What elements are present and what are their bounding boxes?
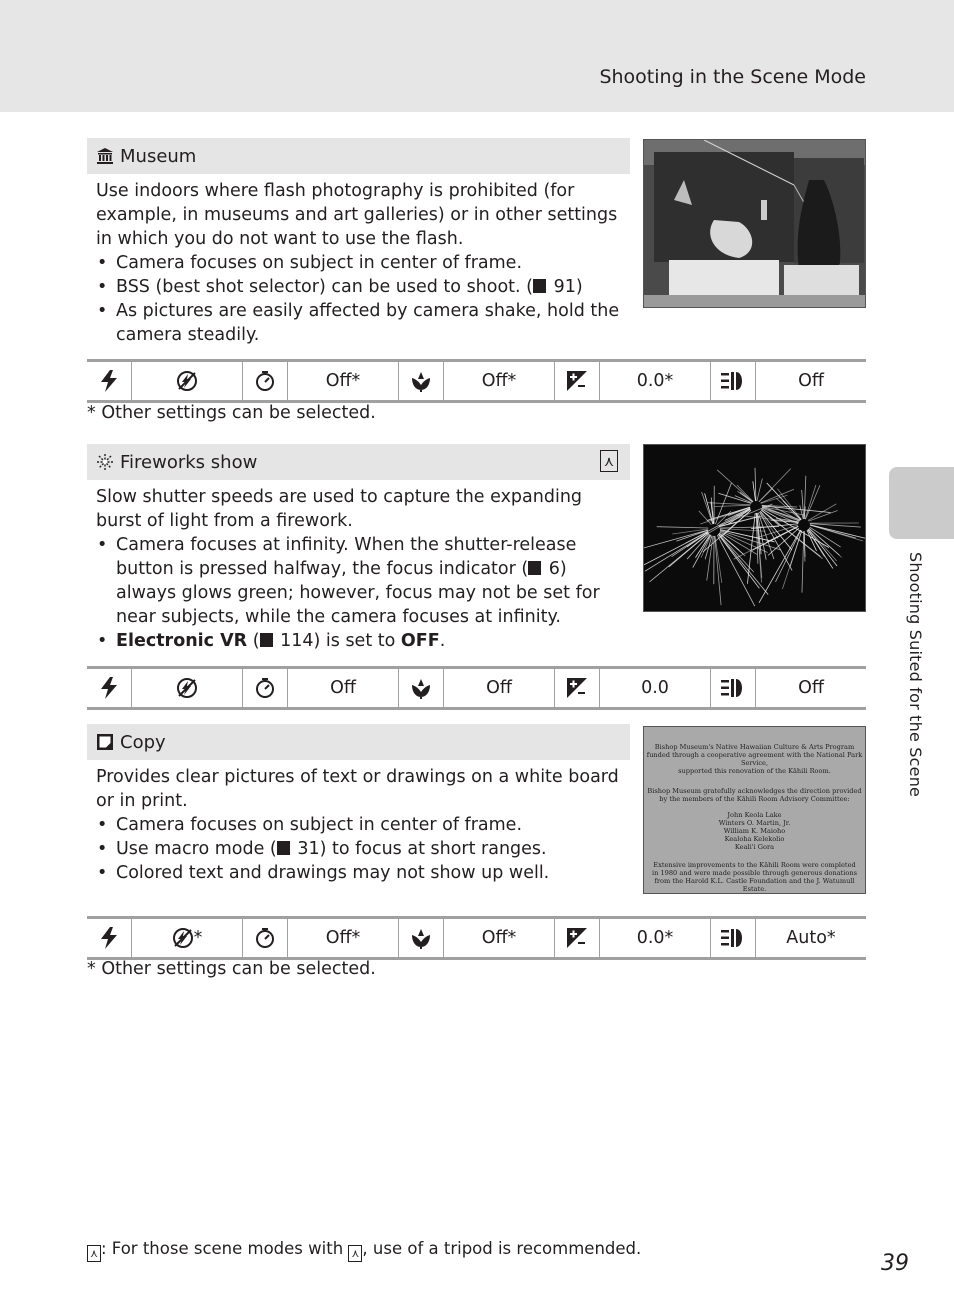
photo-text-line: in 1980 and were made possible through generous donations [652, 869, 857, 877]
photo-text-line: by the members of the Kāhili Room Advisory Committee: [659, 795, 850, 803]
flash-value [132, 362, 243, 400]
exposure-value: 0.0* [600, 362, 711, 400]
exposure-compensation-icon [555, 669, 600, 707]
flash-value [132, 669, 243, 707]
page-reference-icon [277, 841, 290, 855]
fireworks-intro: Slow shutter speeds are used to capture the expanding burst of light from a firework. [96, 487, 583, 531]
list-item: • BSS (best shot selector) can be used to shoot. ( 91) [116, 275, 621, 299]
tripod-icon: ⋏ [87, 1245, 101, 1262]
museum-section [87, 138, 630, 347]
copy-footnote: * Other settings can be selected. [87, 959, 376, 979]
vr-value: Auto* [786, 928, 836, 948]
photo-text-line: William K. Maioho [723, 827, 786, 835]
fireworks-heading [87, 444, 630, 480]
fireworks-photo [643, 444, 866, 612]
list-item: • Camera focuses on subject in center of frame. [116, 251, 621, 275]
photo-text-line: John Keola Lake [727, 811, 782, 819]
macro-icon [399, 669, 444, 707]
flash-mode-icon [87, 919, 132, 957]
page-reference-icon [533, 279, 546, 293]
copy-title: Copy [120, 731, 166, 753]
museum-intro: Use indoors where flash photography is prohibited (for example, in museums and art galleries) or in other settings in which you do not want to use the flash. [96, 181, 618, 249]
tripod-footnote: ⋏ : For those scene modes with ⋏ , use of a tripod is recommended. [87, 1239, 641, 1262]
photo-text-line: Keali'i Gora [734, 843, 775, 851]
side-tab [889, 467, 954, 539]
self-timer-icon [243, 669, 288, 707]
copy-intro: Provides clear pictures of text or drawings on a white board or in print. [96, 767, 619, 811]
self-timer-value: Off [288, 669, 399, 707]
photo-text-line: Kealoha Kelekolio [724, 835, 785, 843]
list-item: • Camera focuses at infinity. When the shutter-release button is pressed halfway, the focus indicator ( 6) always glows green; however, focus may not be set for near subjects, while the camera focuses at infinity. [116, 533, 621, 629]
self-timer-value: Off* [288, 362, 399, 400]
flash-mode-icon [87, 669, 132, 707]
self-timer-icon [243, 919, 288, 957]
photo-text-line: Extensive improvements to the Kāhili Room were completed [653, 861, 856, 869]
tripod-icon: ⋏ [348, 1245, 362, 1262]
exposure-value: 0.0 [600, 669, 711, 707]
self-timer-value: Off* [288, 919, 399, 957]
museum-icon [96, 147, 114, 165]
photo-text-line: from the Harold K.L. Castle Foundation and the J. Watumull Estate. [654, 877, 855, 893]
museum-photo [643, 139, 866, 308]
copy-photo [643, 726, 866, 894]
fireworks-section [87, 444, 630, 653]
copy-icon [96, 733, 114, 751]
vr-icon [711, 919, 756, 957]
flash-mode-icon [87, 362, 132, 400]
flash-value: * [132, 919, 243, 957]
photo-text-line: Winters O. Martin, Jr. [718, 819, 791, 827]
fireworks-title: Fireworks show [120, 451, 258, 473]
exposure-value: 0.0* [600, 919, 711, 957]
exposure-compensation-icon [555, 919, 600, 957]
macro-value: Off [444, 669, 555, 707]
list-item: • As pictures are easily affected by camera shake, hold the camera steadily. [116, 299, 621, 347]
vr-icon [711, 669, 756, 707]
photo-text-line: Bishop Museum's Native Hawaiian Culture & Arts Program [654, 743, 855, 751]
self-timer-icon [243, 362, 288, 400]
fireworks-settings-row [87, 666, 866, 710]
exposure-compensation-icon [555, 362, 600, 400]
list-item: • Electronic VR ( 114) is set to OFF. [116, 629, 621, 653]
photo-text-line: supported this renovation of the Kāhili Room. [678, 767, 831, 775]
vr-value: Off [798, 678, 824, 698]
page-reference-icon [528, 561, 541, 575]
side-tab-label: Shooting Suited for the Scene [906, 552, 925, 798]
list-item: • Colored text and drawings may not show up well. [116, 861, 621, 885]
copy-heading [87, 724, 630, 760]
photo-text-line: funded through a cooperative agreement with the National Park Service, [646, 751, 863, 767]
list-item: • Use macro mode ( 31) to focus at short ranges. [116, 837, 621, 861]
copy-section [87, 724, 630, 885]
copy-settings-row [87, 916, 866, 960]
header-bar [0, 0, 954, 112]
vr-value: Off [798, 371, 824, 391]
museum-footnote: * Other settings can be selected. [87, 403, 376, 423]
macro-icon [399, 919, 444, 957]
museum-title: Museum [120, 145, 197, 167]
page-reference-icon [260, 633, 273, 647]
list-item: • Camera focuses on subject in center of frame. [116, 813, 621, 837]
fireworks-icon [96, 453, 114, 471]
photo-text-line: Bishop Museum gratefully acknowledges the direction provided [647, 787, 862, 795]
macro-value: Off* [444, 919, 555, 957]
vr-icon [711, 362, 756, 400]
museum-settings-row [87, 359, 866, 403]
museum-heading [87, 138, 630, 174]
macro-icon [399, 362, 444, 400]
page-header-title: Shooting in the Scene Mode [599, 66, 866, 88]
page-number: 39 [881, 1251, 909, 1276]
macro-value: Off* [444, 362, 555, 400]
tripod-icon: ⋏ [600, 450, 618, 472]
